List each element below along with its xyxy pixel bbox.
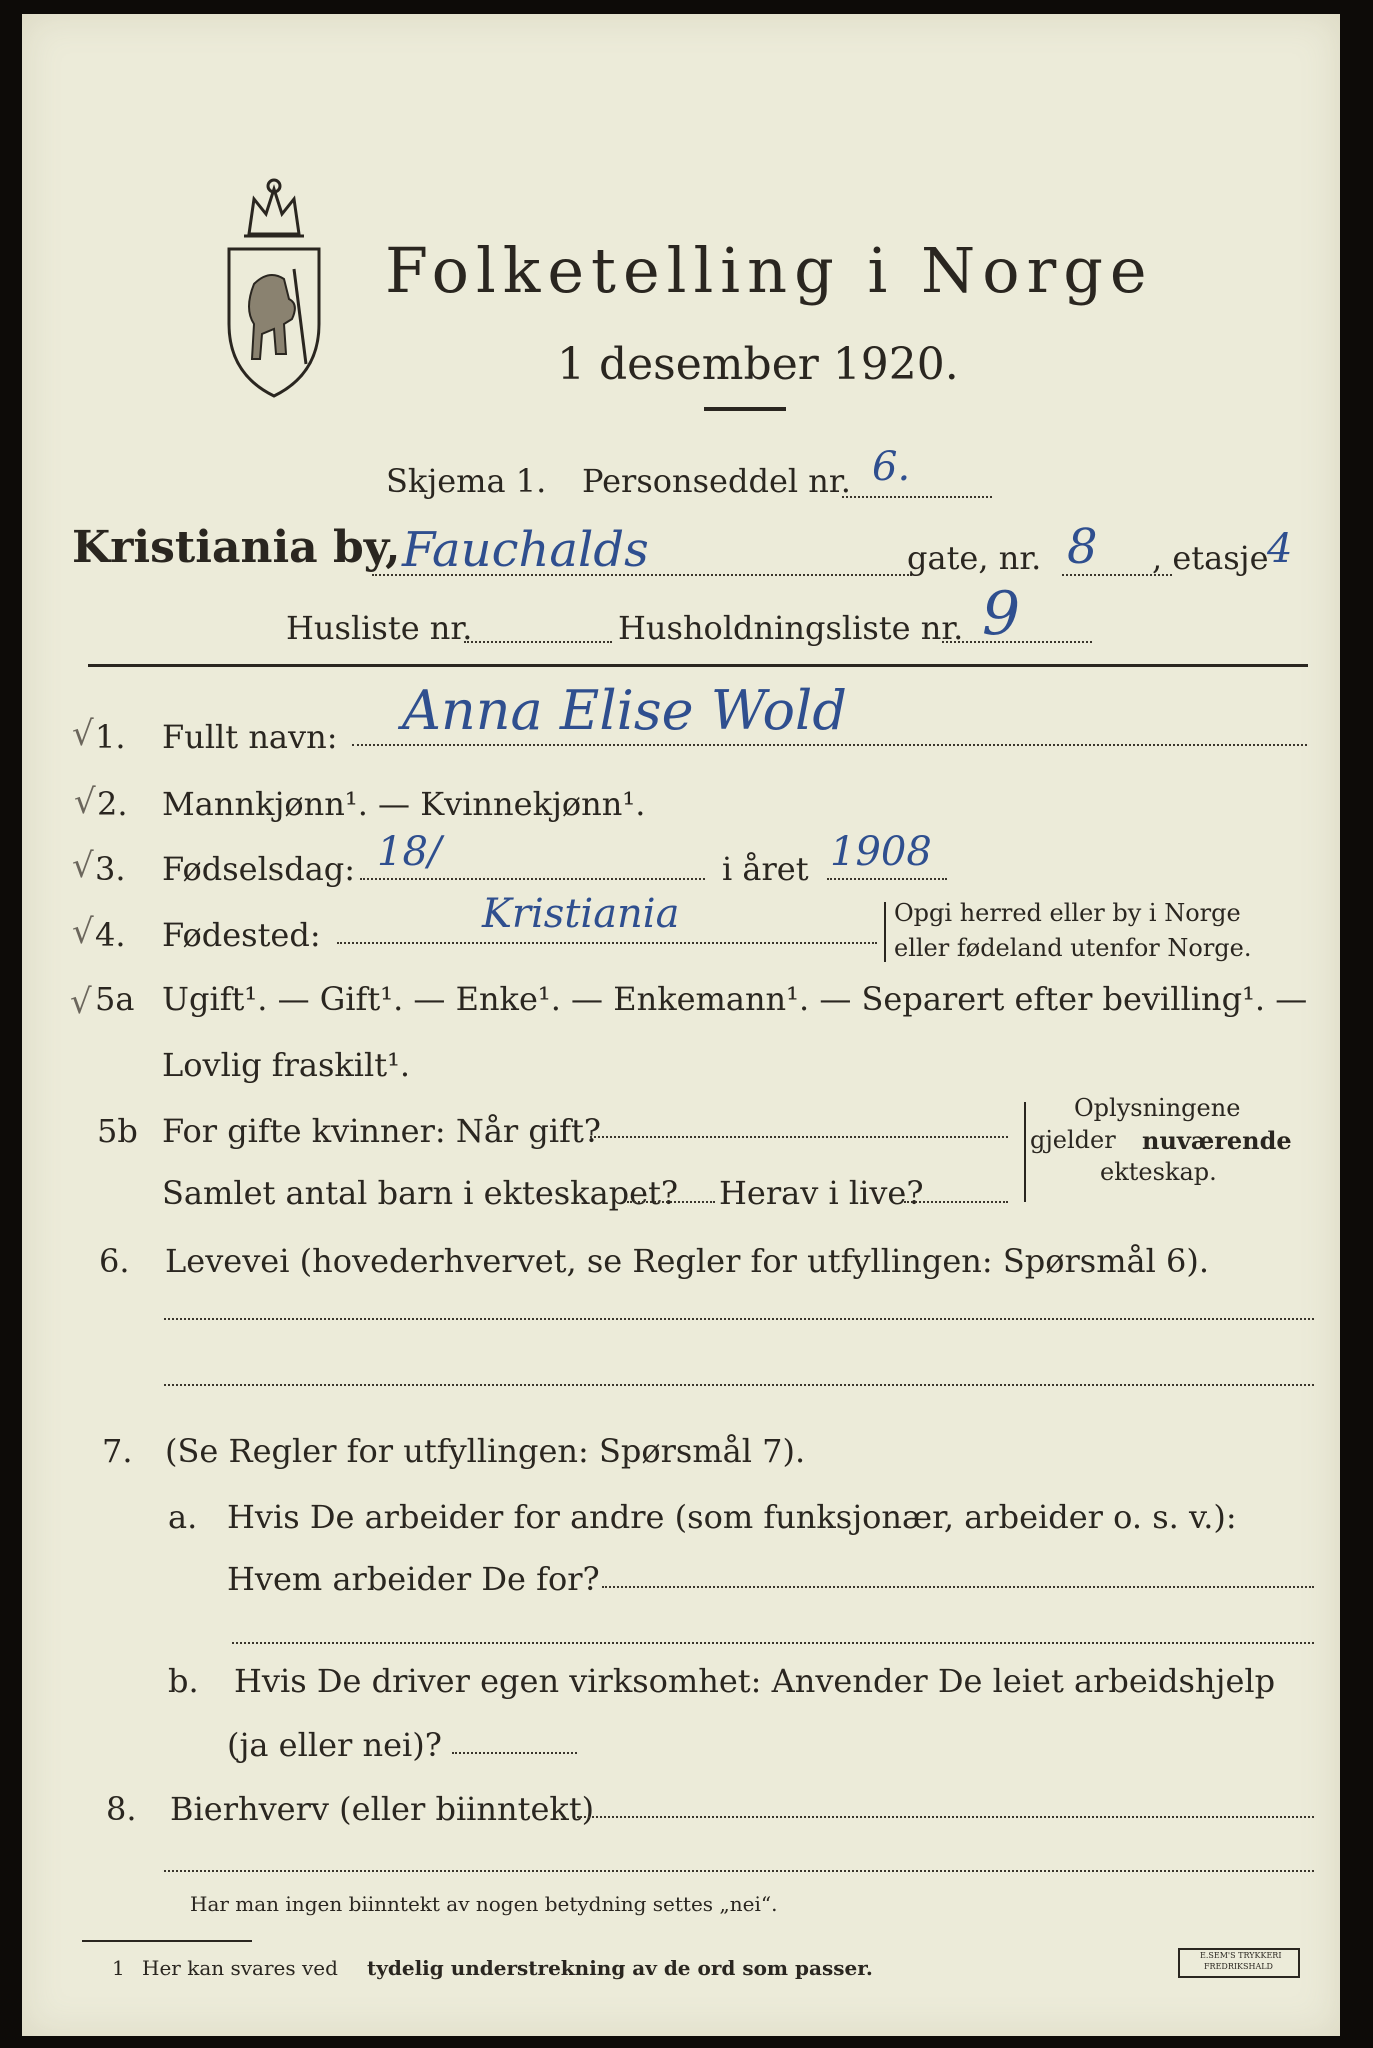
- q3-number: 3.: [95, 850, 126, 888]
- q6-line1: [164, 1318, 1314, 1320]
- footnote-text-a: Her kan svares ved: [142, 1956, 338, 1980]
- q5a-line1: Ugift¹. — Gift¹. — Enke¹. — Enkemann¹. — Separert efter bevilling¹. —: [162, 980, 1308, 1018]
- q2-label: Mannkjønn¹. — Kvinnekjønn¹.: [162, 785, 646, 823]
- q3-year-label: i året: [722, 850, 809, 888]
- q5b-alive-line: [904, 1201, 1008, 1203]
- checkmark-q2: √: [74, 782, 96, 822]
- q7b-letter: b.: [168, 1662, 199, 1700]
- q4-value: Kristiania: [482, 891, 680, 937]
- q4-note-line2: eller fødeland utenfor Norge.: [894, 934, 1252, 962]
- q4-number: 4.: [95, 916, 126, 954]
- husholdning-value: 9: [982, 579, 1021, 649]
- printer-stamp-line2: FREDRIKSHALD: [1204, 1962, 1273, 1971]
- q7a-employer-line1: [602, 1586, 1314, 1588]
- census-form: [22, 14, 1340, 2036]
- q4-label: Fødested:: [162, 916, 321, 954]
- q8-line2: [164, 1870, 1314, 1872]
- q5b-note-line2b: nuværende: [1142, 1126, 1292, 1155]
- q1-label: Fullt navn:: [162, 718, 338, 756]
- footnote-divider: [82, 1940, 252, 1942]
- gate-label: gate, nr.: [907, 539, 1042, 577]
- q5b-children-line: [627, 1201, 715, 1203]
- city-label: Kristiania by,: [72, 522, 401, 573]
- q7a-line2: Hvem arbeider De for?: [227, 1560, 600, 1598]
- husliste-line: [464, 641, 612, 643]
- q5a-number: 5a: [95, 980, 135, 1018]
- q7-label: (Se Regler for utfyllingen: Spørsmål 7).: [165, 1432, 806, 1470]
- etasje-value: 4: [1267, 526, 1293, 572]
- q4-note-bracket: [884, 902, 886, 962]
- schema-label: Skjema 1.: [386, 462, 547, 500]
- q8-line1: [577, 1816, 1314, 1818]
- q2-number: 2.: [97, 785, 128, 823]
- q5b-alive-label: Herav i live?: [719, 1174, 924, 1212]
- personseddel-label: Personseddel nr.: [582, 462, 851, 500]
- q7b-line2: (ja eller nei)?: [227, 1726, 442, 1764]
- q5b-line1: For gifte kvinner: Når gift?: [162, 1112, 601, 1150]
- q5b-children-label: Samlet antal barn i ekteskapet?: [162, 1174, 679, 1212]
- q5b-when-line: [590, 1136, 1008, 1138]
- q7-number: 7.: [102, 1432, 133, 1470]
- q8-number: 8.: [106, 1790, 137, 1828]
- header-divider: [88, 664, 1308, 667]
- q5b-note-line1: Oplysningene: [1074, 1094, 1241, 1122]
- form-title: Folketelling i Norge: [385, 234, 1154, 307]
- footnote-text-b: tydelig understrekning av de ord som passer.: [367, 1956, 873, 1980]
- q5b-note-bracket: [1024, 1102, 1026, 1202]
- q7b-answer-line: [452, 1752, 577, 1754]
- husholdning-label: Husholdningsliste nr.: [618, 609, 964, 647]
- q3-line: [360, 878, 705, 880]
- personseddel-value: 6.: [872, 444, 911, 490]
- q4-note-line1: Opgi herred eller by i Norge: [894, 899, 1241, 927]
- q5b-number: 5b: [97, 1112, 138, 1150]
- checkmark-q5a: √: [70, 982, 92, 1022]
- printer-stamp: [1178, 1948, 1300, 1978]
- census-date: 1 desember 1920.: [557, 339, 959, 390]
- checkmark-q4: √: [72, 912, 94, 952]
- q7a-letter: a.: [168, 1498, 198, 1536]
- footnote-number: 1: [112, 1956, 125, 1980]
- house-number-value: 8: [1067, 519, 1098, 575]
- q1-number: 1.: [95, 718, 126, 756]
- q3-value: 18/: [377, 829, 442, 875]
- q7a-line1: Hvis De arbeider for andre (som funksjonær, arbeider o. s. v.):: [227, 1498, 1237, 1536]
- q3-year-line: [827, 878, 947, 880]
- q5a-line2: Lovlig fraskilt¹.: [162, 1046, 411, 1084]
- q3-year-value: 1908: [830, 829, 932, 875]
- q4-line: [337, 942, 877, 944]
- q1-value: Anna Elise Wold: [402, 679, 847, 742]
- q6-number: 6.: [99, 1242, 130, 1280]
- q7b-line1: Hvis De driver egen virksomhet: Anvender De leiet arbeidshjelp: [234, 1662, 1276, 1700]
- income-note: Har man ingen biinntekt av nogen betydning settes „nei“.: [190, 1892, 778, 1916]
- q5b-note-line3: ekteskap.: [1100, 1158, 1217, 1186]
- q6-label: Levevei (hovederhvervet, se Regler for utfyllingen: Spørsmål 6).: [165, 1242, 1210, 1280]
- q3-label: Fødselsdag:: [162, 850, 356, 888]
- street-value: Fauchalds: [402, 522, 649, 578]
- etasje-label: , etasje: [1152, 539, 1269, 577]
- norwegian-coat-of-arms-icon: [214, 174, 334, 404]
- q6-line2: [164, 1384, 1314, 1386]
- personseddel-line: [842, 496, 992, 498]
- q1-line: [352, 744, 1307, 746]
- q5b-note-line2a: gjelder: [1030, 1126, 1116, 1154]
- q7a-employer-line2: [232, 1642, 1314, 1644]
- checkmark-q1: √: [72, 714, 94, 754]
- husliste-label: Husliste nr.: [286, 609, 473, 647]
- q8-label: Bierhverv (eller biinntekt): [170, 1790, 595, 1828]
- checkmark-q3: √: [72, 846, 94, 886]
- printer-stamp-line1: E.SEM'S TRYKKERI: [1200, 1951, 1282, 1960]
- title-divider: [704, 407, 786, 411]
